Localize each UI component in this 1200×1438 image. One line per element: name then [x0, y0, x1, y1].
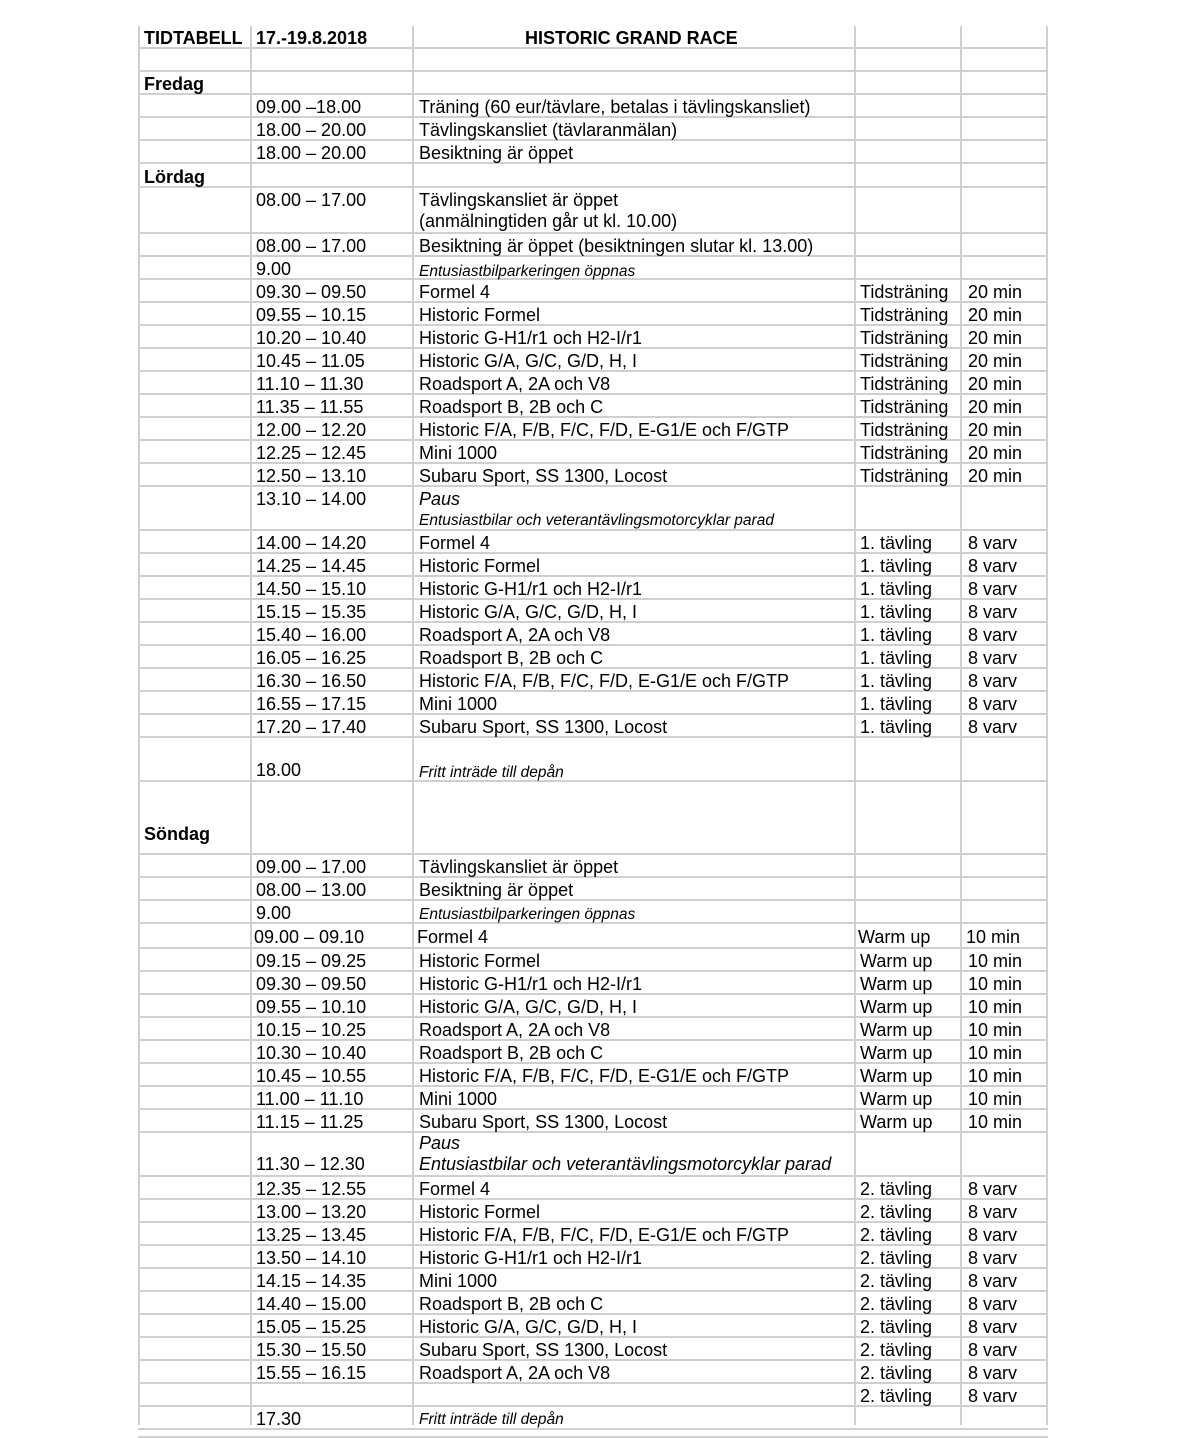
time-cell: 11.15 – 11.25: [256, 1112, 364, 1132]
time-cell: 13.10 – 14.00: [256, 489, 367, 509]
session-cell: 2. tävling: [860, 1340, 933, 1360]
description-cell: Fritt inträde till depån: [419, 1411, 564, 1428]
description-cell: Roadsport B, 2B och C: [419, 1294, 604, 1314]
length-cell: 20 min: [968, 397, 1023, 417]
time-cell: 09.30 – 09.50: [256, 282, 367, 302]
table-row: [138, 1361, 1048, 1384]
time-cell: 12.00 – 12.20: [256, 420, 367, 440]
day-row-friday: [138, 72, 1048, 95]
day-cell: Lördag: [144, 167, 205, 187]
pause-row: [138, 487, 1048, 531]
time-cell: 13.00 – 13.20: [256, 1202, 367, 1222]
time-cell: 09.55 – 10.15: [256, 305, 367, 325]
length-cell: 10 min: [968, 1112, 1023, 1132]
session-cell: 1. tävling: [860, 579, 933, 599]
time-cell: 18.00 – 20.00: [256, 120, 367, 140]
length-cell: 8 varv: [968, 717, 1018, 737]
description-cell: Träning (60 eur/tävlare, betalas i tävlingskansliet): [419, 97, 811, 117]
table-row: [138, 418, 1048, 441]
time-cell: 15.15 – 15.35: [256, 602, 367, 622]
length-cell: 8 varv: [968, 556, 1018, 576]
session-cell: 2. tävling: [860, 1294, 933, 1314]
table-row: [138, 949, 1048, 972]
table-row: [138, 646, 1048, 669]
description-cell: Paus: [419, 1133, 461, 1153]
description-cell: Besiktning är öppet: [419, 880, 574, 900]
length-cell: 20 min: [968, 420, 1023, 440]
description-cell: Roadsport A, 2A och V8: [419, 625, 611, 645]
table-row: [138, 577, 1048, 600]
session-cell: 1. tävling: [860, 648, 933, 668]
time-cell: 14.00 – 14.20: [256, 533, 367, 553]
description-cell: Historic G-H1/r1 och H2-I/r1: [419, 974, 643, 994]
description-cell: Roadsport A, 2A och V8: [419, 1020, 611, 1040]
table-row: [138, 280, 1048, 303]
session-cell: Warm up: [858, 927, 931, 947]
description-cell: Roadsport A, 2A och V8: [419, 1363, 611, 1383]
time-cell: 09.00 – 17.00: [256, 857, 367, 877]
table-row: [138, 1407, 1048, 1430]
description-cell: Formel 4: [419, 533, 491, 553]
time-cell: 10.45 – 10.55: [256, 1066, 367, 1086]
length-cell: 10 min: [968, 1043, 1023, 1063]
table-row: [138, 623, 1048, 646]
description-cell: Formel 4: [419, 282, 491, 302]
description-cell: Historic F/A, F/B, F/C, F/D, E-G1/E och F/GTP: [419, 671, 790, 691]
time-cell: 18.00: [256, 760, 302, 780]
time-cell: 10.30 – 10.40: [256, 1043, 367, 1063]
table-row: [138, 669, 1048, 692]
table-row: [138, 372, 1048, 395]
description-cell: Formel 4: [419, 1179, 491, 1199]
table-row: [138, 1177, 1048, 1200]
length-cell: 8 varv: [968, 1202, 1018, 1222]
session-cell: Warm up: [860, 1112, 933, 1132]
description-cell: Entusiastbilar och veterantävlingsmotorcyklar parad: [419, 512, 774, 529]
description-cell: Mini 1000: [419, 694, 498, 714]
length-cell: 20 min: [968, 466, 1023, 486]
table-row: [138, 692, 1048, 715]
table-row: [138, 118, 1048, 141]
description-cell: Mini 1000: [419, 1271, 498, 1291]
length-cell: 8 varv: [968, 648, 1018, 668]
session-cell: 1. tävling: [860, 602, 933, 622]
session-cell: 1. tävling: [860, 556, 933, 576]
description-cell: Historic G/A, G/C, G/D, H, I: [419, 351, 638, 371]
session-cell: Warm up: [860, 974, 933, 994]
table-row: [138, 395, 1048, 418]
description-cell: Historic F/A, F/B, F/C, F/D, E-G1/E och F/GTP: [419, 1066, 790, 1086]
time-cell: 10.15 – 10.25: [256, 1020, 367, 1040]
time-cell: 09.15 – 09.25: [256, 951, 367, 971]
table-row: [138, 600, 1048, 623]
description-cell: Historic G-H1/r1 och H2-I/r1: [419, 579, 643, 599]
table-row: [138, 188, 1048, 234]
session-cell: Warm up: [860, 1043, 933, 1063]
session-cell: Warm up: [860, 1020, 933, 1040]
description-cell: Historic Formel: [419, 1202, 541, 1222]
time-cell: 15.05 – 15.25: [256, 1317, 367, 1337]
table-row: [138, 1110, 1048, 1133]
description-cell: Roadsport A, 2A och V8: [419, 374, 611, 394]
description-cell: Mini 1000: [419, 443, 498, 463]
time-cell: 09.30 – 09.50: [256, 974, 367, 994]
table-row: [138, 1064, 1048, 1087]
table-row: [138, 464, 1048, 487]
length-cell: 10 min: [968, 951, 1023, 971]
description-cell: Historic G/A, G/C, G/D, H, I: [419, 997, 638, 1017]
session-cell: 2. tävling: [860, 1248, 933, 1268]
session-cell: Tidsträning: [860, 443, 949, 463]
description-cell: Entusiastbilar och veterantävlingsmotorcyklar parad: [419, 1154, 832, 1174]
length-cell: 10 min: [968, 997, 1023, 1017]
time-cell: 17.-19.8.2018: [256, 28, 368, 48]
day-cell: TIDTABELL: [144, 28, 243, 48]
table-row: [138, 924, 1048, 949]
time-cell: 10.45 – 11.05: [256, 351, 365, 371]
time-cell: 18.00 – 20.00: [256, 143, 367, 163]
description-cell: Tävlingskansliet (tävlaranmälan): [419, 120, 678, 140]
length-cell: 8 varv: [968, 671, 1018, 691]
time-cell: 16.55 – 17.15: [256, 694, 367, 714]
time-cell: 14.40 – 15.00: [256, 1294, 367, 1314]
time-cell: 13.50 – 14.10: [256, 1248, 367, 1268]
table-row: [138, 715, 1048, 738]
description-cell: Subaru Sport, SS 1300, Locost: [419, 466, 668, 486]
time-cell: 13.25 – 13.45: [256, 1225, 367, 1245]
time-cell: 14.15 – 14.35: [256, 1271, 367, 1291]
session-cell: Warm up: [860, 997, 933, 1017]
description-cell: Subaru Sport, SS 1300, Locost: [419, 717, 668, 737]
table-row: [138, 95, 1048, 118]
description-cell: Subaru Sport, SS 1300, Locost: [419, 1340, 668, 1360]
description-cell: Tävlingskansliet är öppet: [419, 857, 619, 877]
description-cell: Tävlingskansliet är öppet: [419, 190, 619, 210]
day-cell: Fredag: [144, 74, 205, 94]
table-row: [138, 326, 1048, 349]
time-cell: 11.10 – 11.30: [256, 374, 364, 394]
description-cell: Historic F/A, F/B, F/C, F/D, E-G1/E och F/GTP: [419, 1225, 790, 1245]
length-cell: 20 min: [968, 328, 1023, 348]
time-cell: 15.30 – 15.50: [256, 1340, 367, 1360]
time-cell: 17.30: [256, 1409, 302, 1429]
session-cell: 1. tävling: [860, 717, 933, 737]
table-row: [138, 1269, 1048, 1292]
description-cell: Historic Formel: [419, 556, 541, 576]
table-row: [138, 1223, 1048, 1246]
description-cell: Roadsport B, 2B och C: [419, 648, 604, 668]
time-cell: 14.50 – 15.10: [256, 579, 367, 599]
session-cell: 2. tävling: [860, 1179, 933, 1199]
description-cell: Roadsport B, 2B och C: [419, 1043, 604, 1063]
table-row: [138, 1292, 1048, 1315]
table-row: [138, 1200, 1048, 1223]
description-cell: Historic F/A, F/B, F/C, F/D, E-G1/E och F/GTP: [419, 420, 790, 440]
time-cell: 15.40 – 16.00: [256, 625, 367, 645]
length-cell: 10 min: [968, 1066, 1023, 1086]
length-cell: 20 min: [968, 443, 1023, 463]
description-cell: Entusiastbilparkeringen öppnas: [419, 906, 636, 923]
description-cell: Historic G-H1/r1 och H2-I/r1: [419, 328, 643, 348]
session-cell: 2. tävling: [860, 1271, 933, 1291]
session-cell: 1. tävling: [860, 533, 933, 553]
length-cell: 8 varv: [968, 579, 1018, 599]
session-cell: Tidsträning: [860, 282, 949, 302]
length-cell: 8 varv: [968, 1294, 1018, 1314]
length-cell: 8 varv: [968, 1317, 1018, 1337]
length-cell: 8 varv: [968, 1363, 1018, 1383]
length-cell: 8 varv: [968, 1386, 1018, 1406]
session-cell: 2. tävling: [860, 1202, 933, 1222]
length-cell: 8 varv: [968, 625, 1018, 645]
table-row: [138, 141, 1048, 164]
length-cell: 8 varv: [968, 1179, 1018, 1199]
description-cell: Formel 4: [417, 927, 489, 947]
time-cell: 15.55 – 16.15: [256, 1363, 367, 1383]
time-cell: 08.00 – 17.00: [256, 190, 367, 210]
length-cell: 8 varv: [968, 694, 1018, 714]
table-row: [138, 1246, 1048, 1269]
description-cell: Historic G/A, G/C, G/D, H, I: [419, 1317, 638, 1337]
length-cell: 20 min: [968, 305, 1023, 325]
table-row: [138, 1315, 1048, 1338]
session-cell: Tidsträning: [860, 397, 949, 417]
session-cell: 1. tävling: [860, 625, 933, 645]
session-cell: Warm up: [860, 951, 933, 971]
description-cell: Historic G/A, G/C, G/D, H, I: [419, 602, 638, 622]
length-cell: 8 varv: [968, 602, 1018, 622]
time-cell: 16.05 – 16.25: [256, 648, 367, 668]
description-cell: (anmälningtiden går ut kl. 10.00): [419, 211, 678, 231]
day-row-sunday: [138, 782, 1048, 855]
header-row: [138, 26, 1048, 49]
time-cell: 16.30 – 16.50: [256, 671, 367, 691]
time-cell: 08.00 – 13.00: [256, 880, 367, 900]
time-cell: 12.35 – 12.55: [256, 1179, 367, 1199]
time-cell: 12.50 – 13.10: [256, 466, 367, 486]
table-row: [138, 972, 1048, 995]
time-cell: 11.00 – 11.10: [256, 1089, 364, 1109]
description-cell: HISTORIC GRAND RACE: [525, 28, 738, 48]
table-row: [138, 1087, 1048, 1110]
description-cell: Historic Formel: [419, 305, 541, 325]
table-row: [138, 349, 1048, 372]
session-cell: Warm up: [860, 1066, 933, 1086]
session-cell: Tidsträning: [860, 351, 949, 371]
session-cell: 2. tävling: [860, 1386, 933, 1406]
length-cell: 10 min: [968, 1020, 1023, 1040]
time-cell: 11.35 – 11.55: [256, 397, 364, 417]
table-row: [138, 441, 1048, 464]
description-cell: Mini 1000: [419, 1089, 498, 1109]
session-cell: Tidsträning: [860, 466, 949, 486]
session-cell: Tidsträning: [860, 374, 949, 394]
description-cell: Besiktning är öppet (besiktningen slutar kl. 13.00): [419, 236, 814, 256]
table-row: [138, 1018, 1048, 1041]
table-row: [138, 257, 1048, 280]
length-cell: 20 min: [968, 282, 1023, 302]
table-row: [138, 738, 1048, 782]
time-cell: 12.25 – 12.45: [256, 443, 367, 463]
time-cell: 08.00 – 17.00: [256, 236, 367, 256]
length-cell: 8 varv: [968, 1340, 1018, 1360]
table-row: [138, 303, 1048, 326]
length-cell: 10 min: [966, 927, 1021, 947]
session-cell: 2. tävling: [860, 1363, 933, 1383]
description-cell: Subaru Sport, SS 1300, Locost: [419, 1112, 668, 1132]
time-cell: 09.55 – 10.10: [256, 997, 367, 1017]
length-cell: 8 varv: [968, 533, 1018, 553]
pause-row: [138, 1133, 1048, 1177]
session-cell: Tidsträning: [860, 420, 949, 440]
session-cell: 1. tävling: [860, 694, 933, 714]
length-cell: 8 varv: [968, 1271, 1018, 1291]
table-row: [138, 855, 1048, 878]
session-cell: Warm up: [860, 1089, 933, 1109]
description-cell: Fritt inträde till depån: [419, 764, 564, 781]
length-cell: 8 varv: [968, 1248, 1018, 1268]
time-cell: 9.00: [256, 259, 292, 279]
table-row: [138, 878, 1048, 901]
table-row: [138, 531, 1048, 554]
session-cell: Tidsträning: [860, 328, 949, 348]
description-cell: Historic G-H1/r1 och H2-I/r1: [419, 1248, 643, 1268]
table-row: [138, 1041, 1048, 1064]
description-cell: Historic Formel: [419, 951, 541, 971]
time-cell: 09.00 –18.00: [256, 97, 362, 117]
description-cell: Entusiastbilparkeringen öppnas: [419, 263, 636, 280]
description-cell: Roadsport B, 2B och C: [419, 397, 604, 417]
empty-row: [138, 1430, 1048, 1438]
day-row-saturday: [138, 167, 1048, 188]
session-cell: 2. tävling: [860, 1225, 933, 1245]
table-row: [138, 554, 1048, 577]
length-cell: 20 min: [968, 374, 1023, 394]
length-cell: 10 min: [968, 1089, 1023, 1109]
time-cell: 14.25 – 14.45: [256, 556, 367, 576]
table-row: [138, 1338, 1048, 1361]
table-row: [138, 1384, 1048, 1407]
length-cell: 10 min: [968, 974, 1023, 994]
time-cell: 9.00: [256, 903, 292, 923]
empty-row: [138, 49, 1048, 72]
timetable-sheet: [138, 26, 1048, 1429]
table-row: [138, 995, 1048, 1018]
session-cell: Tidsträning: [860, 305, 949, 325]
time-cell: 09.00 – 09.10: [254, 927, 365, 947]
time-cell: 17.20 – 17.40: [256, 717, 367, 737]
day-cell: Söndag: [144, 824, 210, 844]
description-cell: Paus: [419, 489, 461, 509]
table-row: [138, 234, 1048, 257]
session-cell: 2. tävling: [860, 1317, 933, 1337]
length-cell: 8 varv: [968, 1225, 1018, 1245]
session-cell: 1. tävling: [860, 671, 933, 691]
time-cell: 10.20 – 10.40: [256, 328, 367, 348]
time-cell: 11.30 – 12.30: [256, 1154, 365, 1174]
length-cell: 20 min: [968, 351, 1023, 371]
table-row: [138, 901, 1048, 924]
description-cell: Besiktning är öppet: [419, 143, 574, 163]
